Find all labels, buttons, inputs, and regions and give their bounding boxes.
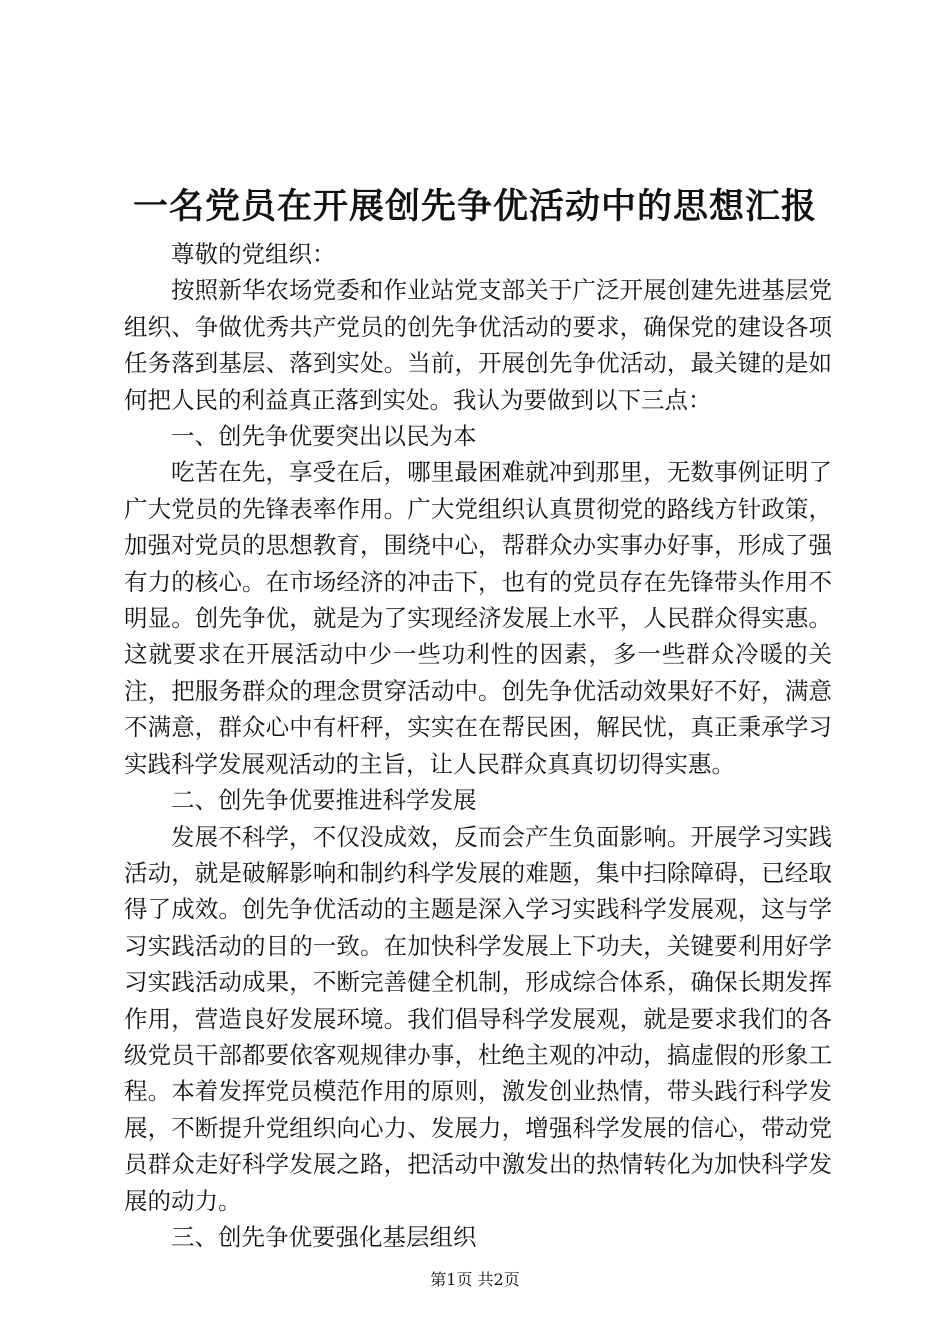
salutation: 尊敬的党组织： <box>171 240 336 268</box>
page-number: 第1页 共2页 <box>430 1270 520 1289</box>
section-heading-1: 一、创先争优要突出以民为本 <box>171 422 477 451</box>
document-title: 一名党员在开展创先争优活动中的思想汇报 <box>132 186 817 227</box>
section-heading-3: 三、创先争优要强化基层组织 <box>171 1222 477 1251</box>
section-heading-2: 二、创先争优要推进科学发展 <box>171 786 477 815</box>
section-paragraph-1: 吃苦在先，享受在后，哪里最困难就冲到那里，无数事例证明了广大党员的先锋表率作用。广大党组织认真贯彻党的路线方针政策，加强对党员的思想教育，围绕中心，帮群众办实事办好事，形成了强有力的核心。在市场经济的冲击下，也有的党员存在先锋带头作用不明显。创先争优，就是为了实现经济发展上水平，人民群众得实惠。这就要求在开展活动中少一些功利性的因素，多一些群众冷暖的关注，把服务群众的理念贯穿活动中。创先争优活动效果好不好，满意不满意，群众心中有杆秤，实实在在帮民困，解民忧，真正秉承学习实践科学发展观活动的主旨，让人民群众真真切切得实惠。 <box>124 458 832 778</box>
document-body <box>124 236 832 1255</box>
intro-paragraph: 按照新华农场党委和作业站党支部关于广泛开展创建先进基层党组织、争做优秀共产党员的创先争优活动的要求，确保党的建设各项任务落到基层、落到实处。当前，开展创先争优活动，最关键的是如何把人民的利益真正落到实处。我认为要做到以下三点： <box>124 276 832 414</box>
section-paragraph-2: 发展不科学，不仅没成效，反而会产生负面影响。开展学习实践活动，就是破解影响和制约科学发展的难题，集中扫除障碍，已经取得了成效。创先争优活动的主题是深入学习实践科学发展观，这与学习实践活动的目的一致。在加快科学发展上下功夫，关键要利用好学习实践活动成果，不断完善健全机制，形成综合体系，确保长期发挥作用，营造良好发展环境。我们倡导科学发展观，就是要求我们的各级党员干部都要依客观规律办事，杜绝主观的冲动，搞虚假的形象工程。本着发挥党员模范作用的原则，激发创业热情，带头践行科学发展，不断提升党组织向心力、发展力，增强科学发展的信心，带动党员群众走好科学发展之路，把活动中激发出的热情转化为加快科学发展的动力。 <box>124 822 832 1215</box>
